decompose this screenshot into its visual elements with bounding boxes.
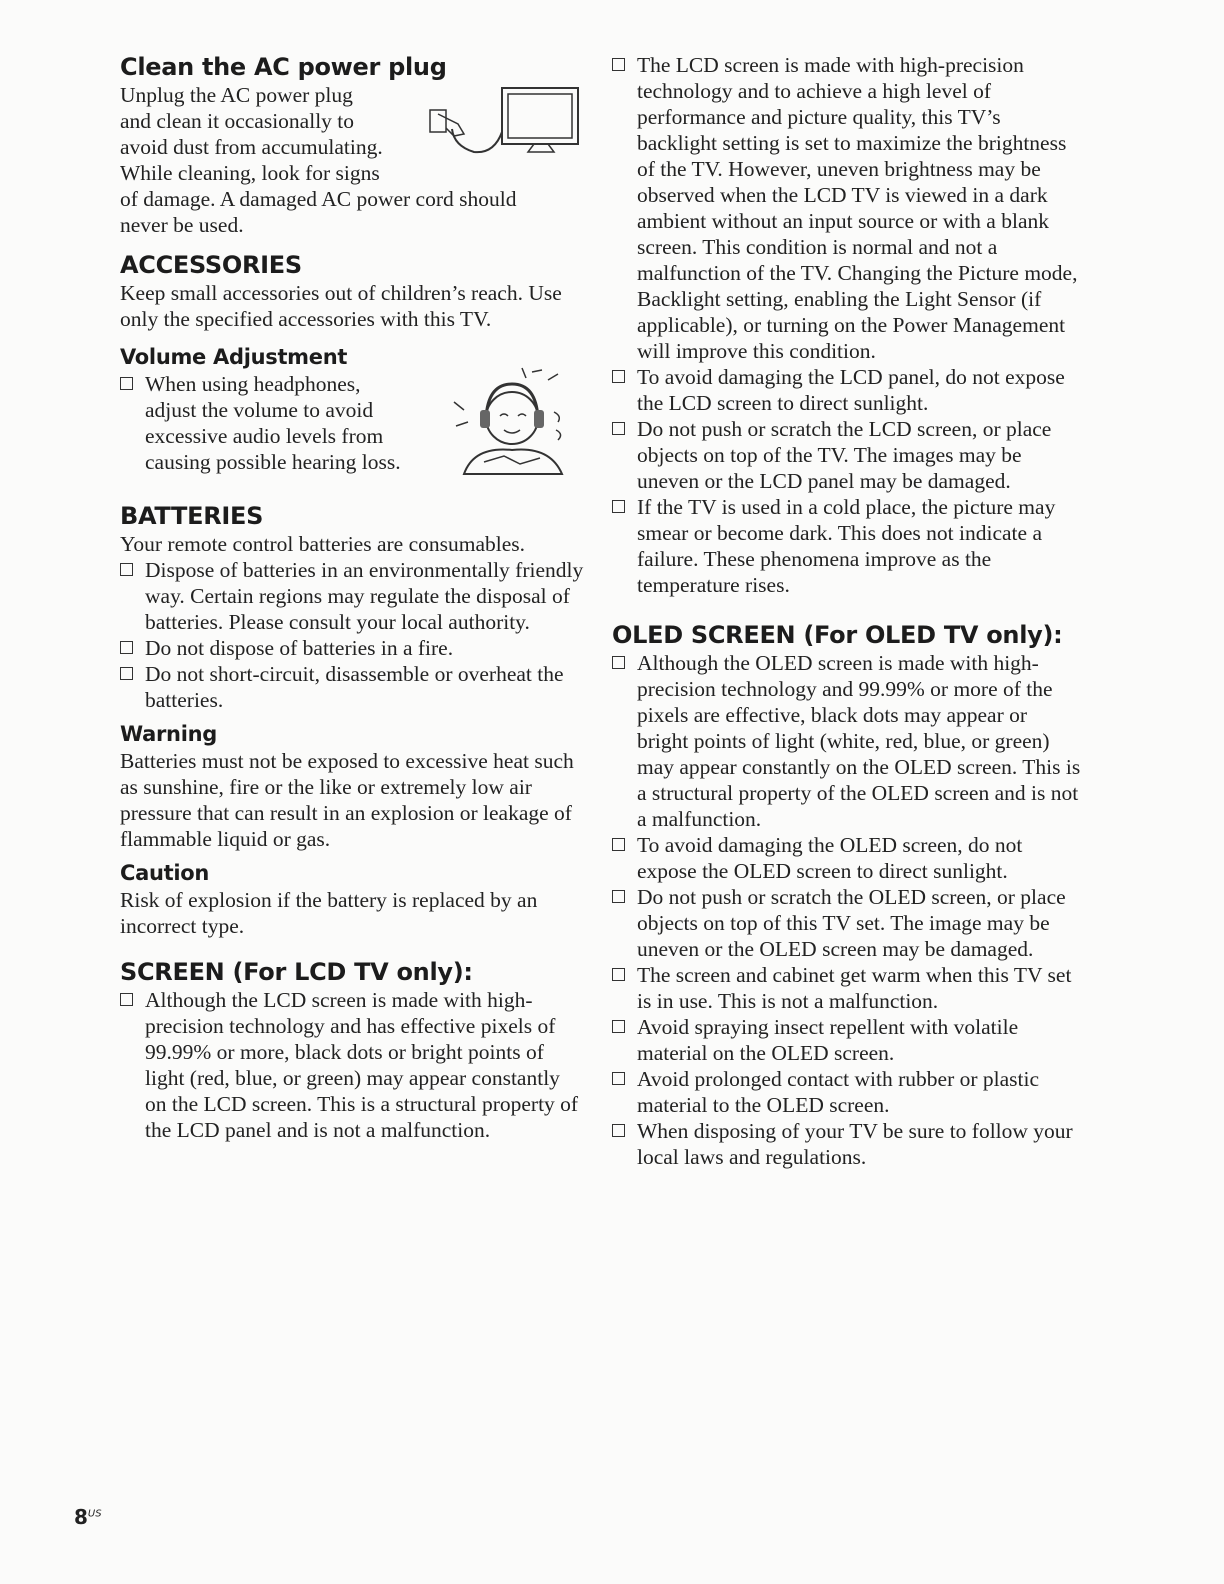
batteries-intro: Your remote control batteries are consumables. (120, 532, 526, 556)
batteries-item (120, 635, 585, 661)
volume-line-4: causing possible hearing loss. (145, 450, 401, 474)
oled-section (612, 620, 1082, 1170)
checkbox-square-icon (612, 1072, 625, 1085)
oled-item-text: To avoid damaging the OLED screen, do not expose the OLED screen to direct sunlight. (637, 833, 1023, 883)
lcd-item-text: The LCD screen is made with high-precision technology and to achieve a high level of performance and picture quality, this TV’s backlight setting is set to maximize the brightness of the TV. However, uneven brightness may be observed when the LCD TV is viewed in a dark ambient without an input source or with a blank screen. This condition is normal and not a malfunction of the TV. Changing the Picture mode, Backlight setting, enabling the Light Sensor (if applicable), or turning on the Power Management will improve this condition. (637, 53, 1078, 363)
lcd-items-list (612, 52, 1082, 598)
clean-plug-heading: Clean the AC power plug (120, 53, 447, 81)
checkbox-square-icon (120, 563, 133, 576)
left-column (120, 52, 585, 1143)
oled-item-text: When disposing of your TV be sure to follow your local laws and regulations. (637, 1119, 1073, 1169)
volume-line-1: When using headphones, (145, 372, 361, 396)
caution-section (120, 860, 585, 939)
lcd-item (612, 52, 1082, 364)
checkbox-square-icon (120, 641, 133, 654)
accessories-heading: ACCESSORIES (120, 251, 302, 279)
oled-item-text: Avoid spraying insect repellent with volatile material on the OLED screen. (637, 1015, 1019, 1065)
checkbox-square-icon (120, 377, 133, 390)
clean-line-2: and clean it occasionally to (120, 109, 355, 133)
clean-line-5: of damage. A damaged AC power cord should (120, 187, 517, 211)
accessories-text: Keep small accessories out of children’s reach. Use only the specified accessories with this TV. (120, 281, 562, 331)
lcd-item-text: If the TV is used in a cold place, the picture may smear or become dark. This does not indicate a failure. These phenomena improve as the temperature rises. (637, 495, 1056, 597)
batteries-item-text: Do not dispose of batteries in a fire. (145, 636, 454, 660)
lcd-item (612, 416, 1082, 494)
oled-item (612, 832, 1082, 884)
screen-lcd-heading: SCREEN (For LCD TV only): (120, 958, 473, 986)
screen-lcd-item-text: Although the LCD screen is made with high-precision technology and has effective pixels of 99.99% or more, black dots or bright points of light (red, blue, or green) may appear constantly on the LCD screen. This is a structural property of the LCD panel and is not a malfunction. (145, 988, 579, 1142)
oled-item (612, 650, 1082, 832)
warning-section (120, 721, 585, 852)
clean-line-4: While cleaning, look for signs (120, 161, 380, 185)
accessories-section (120, 250, 585, 332)
batteries-item-text: Dispose of batteries in an environmentally friendly way. Certain regions may regulate the disposal of batteries. Please consult your local authority. (145, 558, 584, 634)
oled-item (612, 1118, 1082, 1170)
oled-heading: OLED SCREEN (For OLED TV only): (612, 621, 1063, 649)
page-number-suffix: US (87, 1508, 102, 1520)
volume-heading: Volume Adjustment (120, 345, 348, 369)
oled-item-text: Do not push or scratch the OLED screen, or place objects on top of this TV set. The image may be uneven or the OLED screen may be damaged. (637, 885, 1066, 961)
checkbox-square-icon (612, 1124, 625, 1137)
checkbox-square-icon (612, 500, 625, 513)
checkbox-square-icon (120, 667, 133, 680)
caution-heading: Caution (120, 861, 210, 885)
batteries-item (120, 557, 585, 635)
checkbox-square-icon (612, 838, 625, 851)
checkbox-square-icon (120, 993, 133, 1006)
oled-item (612, 1066, 1082, 1118)
clean-line-3: avoid dust from accumulating. (120, 135, 383, 159)
checkbox-square-icon (612, 968, 625, 981)
screen-lcd-section (120, 957, 585, 1143)
checkbox-square-icon (612, 58, 625, 71)
checkbox-square-icon (612, 890, 625, 903)
volume-line-2: adjust the volume to avoid (145, 398, 374, 422)
clean-line-6: never be used. (120, 213, 244, 237)
lcd-item-text: To avoid damaging the LCD panel, do not expose the LCD screen to direct sunlight. (637, 365, 1065, 415)
warning-text: Batteries must not be exposed to excessive heat such as sunshine, fire or the like or extremely low air pressure that can result in an explosion or leakage of flammable liquid or gas. (120, 749, 574, 851)
caution-text: Risk of explosion if the battery is replaced by an incorrect type. (120, 888, 538, 938)
checkbox-square-icon (612, 656, 625, 669)
volume-line-3: excessive audio levels from (145, 424, 384, 448)
screen-lcd-item (120, 987, 585, 1143)
oled-item (612, 1014, 1082, 1066)
page-number (74, 1505, 102, 1529)
batteries-item-text: Do not short-circuit, disassemble or overheat the batteries. (145, 662, 564, 712)
lcd-item (612, 494, 1082, 598)
batteries-heading: BATTERIES (120, 502, 264, 530)
batteries-section (120, 501, 585, 713)
tv-plug-illustration (424, 84, 584, 164)
oled-item-text: Avoid prolonged contact with rubber or plastic material to the OLED screen. (637, 1067, 1040, 1117)
oled-item (612, 962, 1082, 1014)
batteries-item (120, 661, 585, 713)
oled-item-text: The screen and cabinet get warm when this TV set is in use. This is not a malfunction. (637, 963, 1072, 1013)
warning-heading: Warning (120, 722, 217, 746)
clean-line-1: Unplug the AC power plug (120, 83, 353, 107)
page-number-value: 8 (74, 1505, 88, 1529)
checkbox-square-icon (612, 370, 625, 383)
checkbox-square-icon (612, 1020, 625, 1033)
lcd-item (612, 364, 1082, 416)
oled-item (612, 884, 1082, 962)
checkbox-square-icon (612, 422, 625, 435)
oled-item-text: Although the OLED screen is made with high-precision technology and 99.99% or more of the pixels are effective, black dots may appear or bright points of light (white, red, blue, or green) may appear constantly on the OLED screen. This is a structural property of the OLED screen and is not a malfunction. (637, 651, 1081, 831)
lcd-item-text: Do not push or scratch the LCD screen, or place objects on top of the TV. The images may be uneven or the LCD panel may be damaged. (637, 417, 1052, 493)
headphones-person-illustration (444, 366, 579, 486)
right-column (612, 52, 1082, 1170)
